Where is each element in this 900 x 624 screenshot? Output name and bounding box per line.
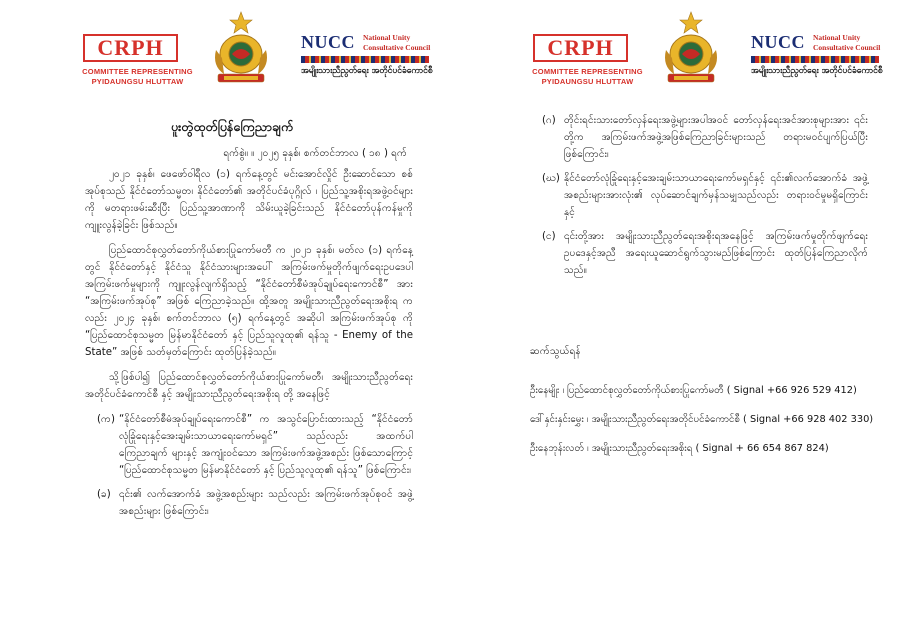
crph-line-1: COMMITTEE REPRESENTING	[532, 67, 643, 76]
list-item-gha	[530, 170, 868, 221]
statement-page-2	[450, 0, 900, 624]
list-item-nga	[530, 228, 868, 279]
list-item-text: ၎င်း၏ လက်အောက်ခံ အဖွဲ့အစည်းများ သည်လည်း အကြမ်းဖက်အုပ်စုဝင် အဖွဲ့အစည်းများ ဖြစ်ကြောင်း၊	[119, 489, 413, 517]
header-logos	[75, 10, 433, 90]
list-item-text: နိုင်ငံတော်လုံခြုံရေးနှင့်အေးချမ်းသာယာရေးကော်မရှင်နှင့် ၎င်း၏လက်အောက်ခံ အဖွဲ့အစည်းများအားလုံး၏ လုပ်ဆောင်ချက်မှန်သမျှသည်လည်း တရားဝင်မှုမရှိကြောင်း နှင့်	[564, 173, 868, 218]
contact-heading: ဆက်သွယ်ရန်	[530, 346, 581, 357]
crph-line-2: PYIDAUNGSU HLUTTAW	[91, 77, 184, 86]
nucc-mark: NUCC	[301, 32, 355, 52]
nucc-line-2: Consultative Council	[813, 43, 881, 52]
nucc-tagline: အမျိုးသားညီညွတ်ရေး အတိုင်ပင်ခံကောင်စီ	[301, 66, 433, 76]
paragraph-3: သို့ဖြစ်ပါ၍ ပြည်ထောင်စုလွှတ်တော်ကိုယ်စားပြုကော်မတီ၊ အမျိုးသားညီညွတ်ရေး အတိုင်ပင်ခံကောင်စီ နှင့် အမျိုးသားညီညွတ်ရေးအစိုးရ တို့ အနေဖြင့်	[85, 372, 413, 400]
list-marker: (က)	[97, 414, 115, 425]
crph-line-2: PYIDAUNGSU HLUTTAW	[541, 77, 634, 86]
nucc-logo	[751, 32, 881, 84]
list-item-kha	[85, 486, 413, 520]
nucc-mark: NUCC	[751, 32, 805, 52]
nucc-pattern-band	[301, 56, 429, 63]
state-emblem-icon	[660, 10, 722, 90]
list-item-text: တိုင်းရင်းသားတော်လှန်ရေးအဖွဲ့များအပါအဝင် တော်လှန်ရေးအင်အားစုများအား ၎င်းတို့က အကြမ်းဖက်အဖွဲ့အဖြစ်ကြေညာခြင်းများသည် တရားမဝင်ပျက်ပြယ်ပြီး ဖြစ်ကြောင်း၊	[564, 115, 868, 160]
nucc-pattern-band	[751, 56, 879, 63]
nucc-logo	[301, 32, 431, 84]
list-marker: (ခ)	[97, 489, 111, 500]
crph-logo	[525, 34, 643, 88]
header-logos	[525, 10, 883, 90]
list-item-ga	[530, 112, 868, 163]
contact-line-1: ဦးနေမျိုး ၊ ပြည်ထောင်စုလွှတ်တော်ကိုယ်စားပြုကော်မတီ ( Signal +66 926 529 412)	[530, 385, 857, 396]
document-title: ပူးတွဲထုတ်ပြန်ကြေညာချက်	[171, 119, 294, 134]
nucc-line-1: National Unity	[363, 33, 411, 42]
state-emblem-icon	[210, 10, 272, 90]
list-item-text: “နိုင်ငံတော်စီမံအုပ်ချုပ်ရေးကောင်စီ” က အသွင်ပြောင်းထားသည့် “နိုင်ငံတော်လုံခြုံရေးနှင့်အေးချမ်းသာယာရေးကော်မရှင်” သည်လည်း အထက်ပါ ကြေညာချက် များနှင့် အကျုံးဝင်သော အကြမ်းဖက်အဖွဲ့အစည်း ဖြစ်သောကြောင့် “ပြည်ထောင်စုသမ္မတ မြန်မာနိုင်ငံတော် နှင့် ပြည်သူလူထု၏ ရန်သူ” ဖြစ်ကြောင်း၊	[119, 414, 413, 476]
crph-line-1: COMMITTEE REPRESENTING	[82, 67, 193, 76]
contact-line-2: ဒေါ်နှင်းနှင်းမွှေး ၊ အမျိုးသားညီညွတ်ရေးအတိုင်ပင်ခံကောင်စီ ( Signal +66 928 402 330)	[530, 414, 874, 425]
list-marker: (င)	[542, 231, 556, 242]
nucc-line-2: Consultative Council	[363, 43, 431, 52]
list-marker: (ဃ)	[542, 173, 560, 184]
contact-line-3: ဦးနေဘုန်းလတ် ၊ အမျိုးသားညီညွတ်ရေးအစိုးရ ( Signal + 66 654 867 824)	[530, 443, 829, 454]
page-1-body	[85, 118, 413, 527]
nucc-line-1: National Unity	[813, 33, 861, 42]
list-marker: (ဂ)	[542, 115, 556, 126]
page-2-body	[530, 112, 874, 469]
date-line: ရက်စွဲ။ ။ ၂၀၂၅ ခုနှစ်၊ စက်တင်ဘာလ ( ၁၈ ) ရက်	[223, 148, 407, 159]
crph-mark: CRPH	[533, 34, 628, 62]
paragraph-2: ပြည်ထောင်စုလွှတ်တော်ကိုယ်စားပြုကော်မတီ က ၂၀၂၁ ခုနှစ်၊ မတ်လ (၁) ရက်နေ့တွင် နိုင်ငံတော်နှင့် နိုင်ငံသူ နိုင်ငံသားများအပေါ် အကြမ်းဖက်မှုတိုက်ဖျက်ရေးဥပဒေပါ အကြမ်းဖက်မှုများကို ကျူးလွန်လျက်ရှိသည့် “နိုင်ငံတော်စီမံအုပ်ချုပ်ရေးကောင်စီ” အား “အကြမ်းဖက်အုပ်စု” အဖြစ် ကြေညာခဲ့သည်။ ထို့အတူ အမျိုးသားညီညွတ်ရေးအစိုးရ ကလည်း ၂၀၂၄ ခုနှစ်၊ စက်တင်ဘာလ (၅) ရက်နေ့တွင် အဆိုပါ အကြမ်းဖက်အုပ်စု ကို “ပြည်ထောင်စုသမ္မတ မြန်မာနိုင်ငံတော် နှင့် ပြည်သူလူထု၏ ရန်သူ - Enemy of the State” အဖြစ် သတ်မှတ်ကြောင်း ထုတ်ပြန်ခဲ့သည်။	[85, 245, 413, 358]
crph-mark: CRPH	[83, 34, 178, 62]
crph-logo	[75, 34, 193, 88]
list-item-ka	[85, 411, 413, 479]
nucc-tagline: အမျိုးသားညီညွတ်ရေး အတိုင်ပင်ခံကောင်စီ	[751, 66, 883, 76]
paragraph-1: ၂၀၂၁ ခုနှစ်၊ ဖေဖော်ဝါရီလ (၁) ရက်နေ့တွင် မင်းအောင်လှိုင် ဦးဆောင်သော စစ်အုပ်စုသည် နိုင်ငံတော်သမ္မတ၊ နိုင်ငံတော်၏ အတိုင်ပင်ခံပုဂ္ဂိုလ် ၊ ပြည်သူ့အစိုးရအဖွဲ့ဝင်များကို မတရားဖမ်းဆီးပြီး ပြည်သူ့အာဏာကို သိမ်းယူခဲ့ခြင်းသည် နိုင်ငံတော်ပုန်ကန်မှုကို ကျူးလွန်ခဲ့ခြင်း ဖြစ်သည်။	[85, 169, 413, 231]
list-item-text: ၎င်းတို့အား အမျိုးသားညီညွတ်ရေးအစိုးရအနေဖြင့် အကြမ်းဖက်မှုတိုက်ဖျက်ရေး ဥပဒေနှင့်အညီ အရေးယူဆောင်ရွက်သွားမည်ဖြစ်ကြောင်း ထုတ်ပြန်ကြေညာလိုက်သည်။	[564, 231, 868, 276]
